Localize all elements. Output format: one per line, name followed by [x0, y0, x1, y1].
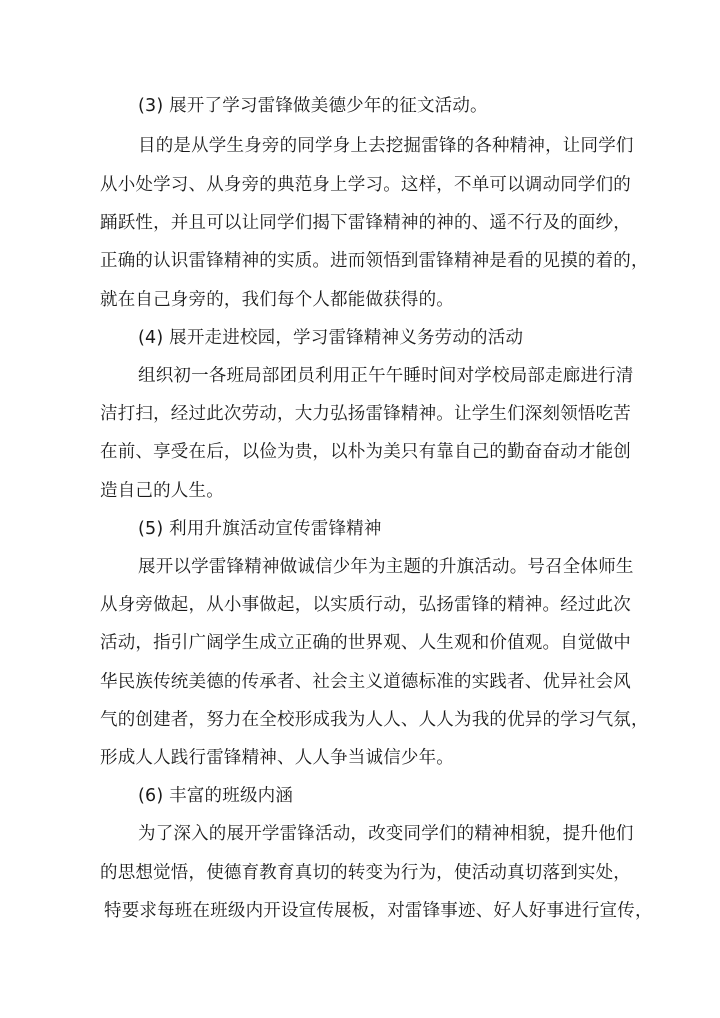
paragraph-line: 从小处学习、从身旁的典范身上学习。这样，不单可以调动同学们的 [100, 175, 631, 195]
section-heading-3: (3) 展开了学习雷锋做美德少年的征文活动。 [138, 96, 488, 116]
paragraph-line: 气的创建者，努力在全校形成我为人人、人人为我的优异的学习气氛， [100, 710, 649, 730]
section-heading-4: (4) 展开走进校园，学习雷锋精神义务劳动的活动 [138, 328, 524, 348]
paragraph-line: 造自己的人生。 [100, 481, 224, 501]
paragraph-line: 华民族传统美德的传承者、社会主义道德标准的实践者、优异社会风 [100, 672, 631, 692]
paragraph-line: 为了深入的展开学雷锋活动，改变同学们的精神相貌，提升他们 [138, 824, 634, 844]
section-heading-6: (6) 丰富的班级内涵 [138, 786, 294, 806]
section-heading-5: (5) 利用升旗活动宣传雷锋精神 [138, 519, 382, 539]
paragraph-line: 的思想觉悟，使德育教育真切的转变为行为，使活动真切落到实处， [100, 863, 631, 883]
paragraph-line: 组织初一各班局部团员利用正午午睡时间对学校局部走廊进行清 [138, 366, 634, 386]
paragraph-line: 特要求每班在班级内开设宣传展板，对雷锋事迹、好人好事进行宣传， [104, 901, 653, 921]
paragraph-line: 在前、享受在后，以俭为贵，以朴为美只有靠自己的勤奋奋动才能创 [100, 442, 631, 462]
paragraph-line: 正确的认识雷锋精神的实质。进而领悟到雷锋精神是看的见摸的着的， [100, 251, 649, 271]
paragraph-line: 目的是从学生身旁的同学身上去挖掘雷锋的各种精神，让同学们 [138, 136, 634, 156]
paragraph-line: 踊跃性，并且可以让同学们揭下雷锋精神的神的、遥不行及的面纱， [100, 213, 631, 233]
paragraph-line: 洁打扫，经过此次劳动，大力弘扬雷锋精神。让学生们深刻领悟吃苦 [100, 404, 631, 424]
paragraph-line: 展开以学雷锋精神做诚信少年为主题的升旗活动。号召全体师生 [138, 557, 634, 577]
paragraph-line: 形成人人践行雷锋精神、人人争当诚信少年。 [100, 748, 454, 768]
paragraph-line: 就在自己身旁的，我们每个人都能做获得的。 [100, 290, 454, 310]
paragraph-line: 活动，指引广阔学生成立正确的世界观、人生观和价值观。自觉做中 [100, 633, 631, 653]
paragraph-line: 从身旁做起，从小事做起，以实质行动，弘扬雷锋的精神。经过此次 [100, 595, 631, 615]
